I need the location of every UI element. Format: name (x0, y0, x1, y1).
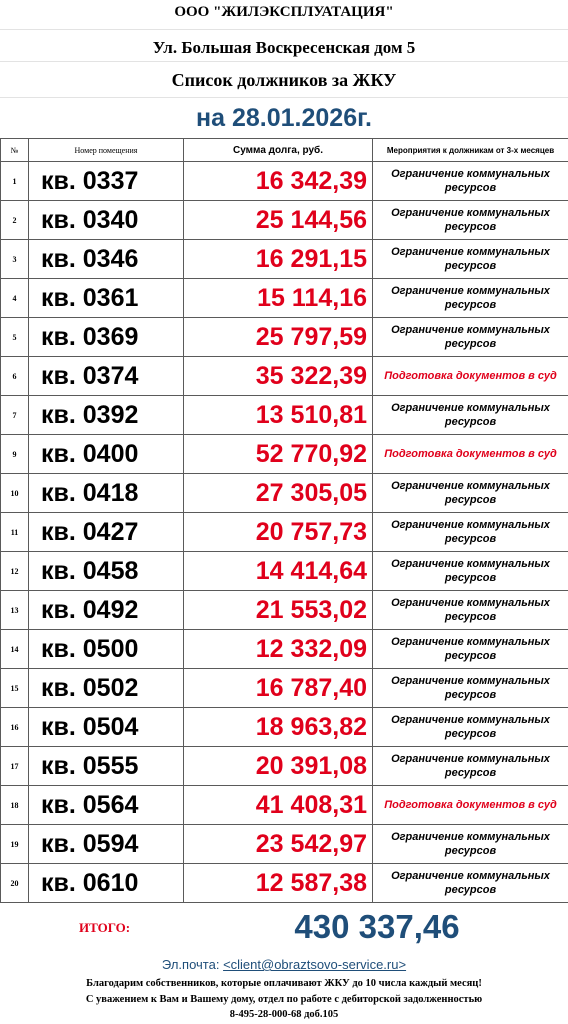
debt-amount: 41 408,31 (184, 786, 373, 825)
col-header-action: Мероприятия к должникам от 3-х месяцев (373, 139, 568, 162)
apartment-number: кв. 0400 (29, 435, 184, 474)
report-date: на 28.01.2026г. (196, 104, 372, 132)
row-number: 13 (1, 591, 29, 630)
debt-action: Ограничение коммунальных ресурсов (373, 825, 568, 864)
row-number: 19 (1, 825, 29, 864)
row-number: 17 (1, 747, 29, 786)
row-number: 4 (1, 279, 29, 318)
apartment-number: кв. 0564 (29, 786, 184, 825)
debt-amount: 16 291,15 (184, 240, 373, 279)
debt-action: Ограничение коммунальных ресурсов (373, 552, 568, 591)
table-row (1, 357, 568, 396)
row-number: 15 (1, 669, 29, 708)
debt-amount: 52 770,92 (184, 435, 373, 474)
email-label: Эл.почта: (161, 957, 224, 972)
row-number: 3 (1, 240, 29, 279)
apartment-number: кв. 0492 (29, 591, 184, 630)
email-line (0, 957, 568, 972)
row-number: 1 (1, 162, 29, 201)
col-header-amount: Сумма долга, руб. (184, 139, 373, 162)
debt-action: Ограничение коммунальных ресурсов (373, 240, 568, 279)
debt-action: Ограничение коммунальных ресурсов (373, 513, 568, 552)
table-row (1, 201, 568, 240)
regards-note: С уважением к Вам и Вашему дому, отдел по работе с дебиторской задолженностью (85, 994, 483, 1005)
debt-action: Ограничение коммунальных ресурсов (373, 396, 568, 435)
debt-action: Подготовка документов в суд (373, 786, 568, 825)
debt-amount: 16 787,40 (184, 669, 373, 708)
table-row (1, 591, 568, 630)
debt-action: Ограничение коммунальных ресурсов (373, 669, 568, 708)
debt-action: Подготовка документов в суд (373, 357, 568, 396)
table-header-row (1, 139, 568, 162)
debt-amount: 20 757,73 (184, 513, 373, 552)
debt-amount: 18 963,82 (184, 708, 373, 747)
apartment-number: кв. 0361 (29, 279, 184, 318)
row-number: 11 (1, 513, 29, 552)
gridline (0, 29, 568, 30)
table-row (1, 708, 568, 747)
debt-amount: 23 542,97 (184, 825, 373, 864)
gridline (0, 61, 568, 62)
debt-action: Подготовка документов в суд (373, 435, 568, 474)
table-row (1, 552, 568, 591)
company-name: ООО "ЖИЛЭКСПЛУАТАЦИЯ" (174, 4, 394, 20)
row-number: 10 (1, 474, 29, 513)
email-link[interactable]: <client@obraztsovo-service.ru> (223, 957, 407, 972)
gridline (0, 97, 568, 98)
table-row (1, 279, 568, 318)
table-row (1, 318, 568, 357)
row-number: 7 (1, 396, 29, 435)
debt-amount: 35 322,39 (184, 357, 373, 396)
table-row (1, 474, 568, 513)
col-header-num: № (1, 139, 29, 162)
debt-action: Ограничение коммунальных ресурсов (373, 591, 568, 630)
debt-amount: 25 144,56 (184, 201, 373, 240)
row-number: 2 (1, 201, 29, 240)
total-value: 430 337,46 (294, 908, 460, 945)
thanks-note: Благодарим собственников, которые оплачивают ЖКУ до 10 числа каждый месяц! (86, 978, 482, 989)
row-number: 18 (1, 786, 29, 825)
apartment-number: кв. 0340 (29, 201, 184, 240)
debt-amount: 25 797,59 (184, 318, 373, 357)
apartment-number: кв. 0369 (29, 318, 184, 357)
table-row (1, 513, 568, 552)
row-number: 6 (1, 357, 29, 396)
debt-action: Ограничение коммунальных ресурсов (373, 630, 568, 669)
table-row (1, 162, 568, 201)
debt-amount: 27 305,05 (184, 474, 373, 513)
phone-number: 8-495-28-000-68 доб.105 (229, 1009, 339, 1020)
table-row (1, 240, 568, 279)
row-number: 20 (1, 864, 29, 903)
table-row (1, 630, 568, 669)
row-number: 16 (1, 708, 29, 747)
total-label: ИТОГО: (79, 920, 131, 935)
debt-action: Ограничение коммунальных ресурсов (373, 162, 568, 201)
debt-action: Ограничение коммунальных ресурсов (373, 201, 568, 240)
col-header-apartment: Номер помещения (29, 139, 184, 162)
debt-action: Ограничение коммунальных ресурсов (373, 279, 568, 318)
debt-action: Ограничение коммунальных ресурсов (373, 708, 568, 747)
debt-action: Ограничение коммунальных ресурсов (373, 864, 568, 903)
debt-amount: 14 414,64 (184, 552, 373, 591)
apartment-number: кв. 0418 (29, 474, 184, 513)
row-number: 12 (1, 552, 29, 591)
apartment-number: кв. 0594 (29, 825, 184, 864)
table-row (1, 747, 568, 786)
debt-amount: 15 114,16 (184, 279, 373, 318)
debt-action: Ограничение коммунальных ресурсов (373, 474, 568, 513)
debt-amount: 12 587,38 (184, 864, 373, 903)
apartment-number: кв. 0337 (29, 162, 184, 201)
apartment-number: кв. 0374 (29, 357, 184, 396)
row-number: 9 (1, 435, 29, 474)
row-number: 14 (1, 630, 29, 669)
table-row (1, 864, 568, 903)
debt-amount: 20 391,08 (184, 747, 373, 786)
debt-action: Ограничение коммунальных ресурсов (373, 747, 568, 786)
apartment-number: кв. 0500 (29, 630, 184, 669)
apartment-number: кв. 0610 (29, 864, 184, 903)
debtors-table (0, 138, 568, 903)
table-row (1, 396, 568, 435)
building-address: Ул. Большая Воскресенская дом 5 (152, 38, 416, 57)
apartment-number: кв. 0458 (29, 552, 184, 591)
table-row (1, 435, 568, 474)
debt-amount: 21 553,02 (184, 591, 373, 630)
table-row (1, 825, 568, 864)
document-title: Список должников за ЖКУ (171, 70, 397, 90)
apartment-number: кв. 0504 (29, 708, 184, 747)
apartment-number: кв. 0502 (29, 669, 184, 708)
table-row (1, 669, 568, 708)
debt-amount: 12 332,09 (184, 630, 373, 669)
debt-amount: 16 342,39 (184, 162, 373, 201)
apartment-number: кв. 0346 (29, 240, 184, 279)
row-number: 5 (1, 318, 29, 357)
apartment-number: кв. 0427 (29, 513, 184, 552)
apartment-number: кв. 0392 (29, 396, 184, 435)
table-row (1, 786, 568, 825)
debt-amount: 13 510,81 (184, 396, 373, 435)
apartment-number: кв. 0555 (29, 747, 184, 786)
debt-action: Ограничение коммунальных ресурсов (373, 318, 568, 357)
